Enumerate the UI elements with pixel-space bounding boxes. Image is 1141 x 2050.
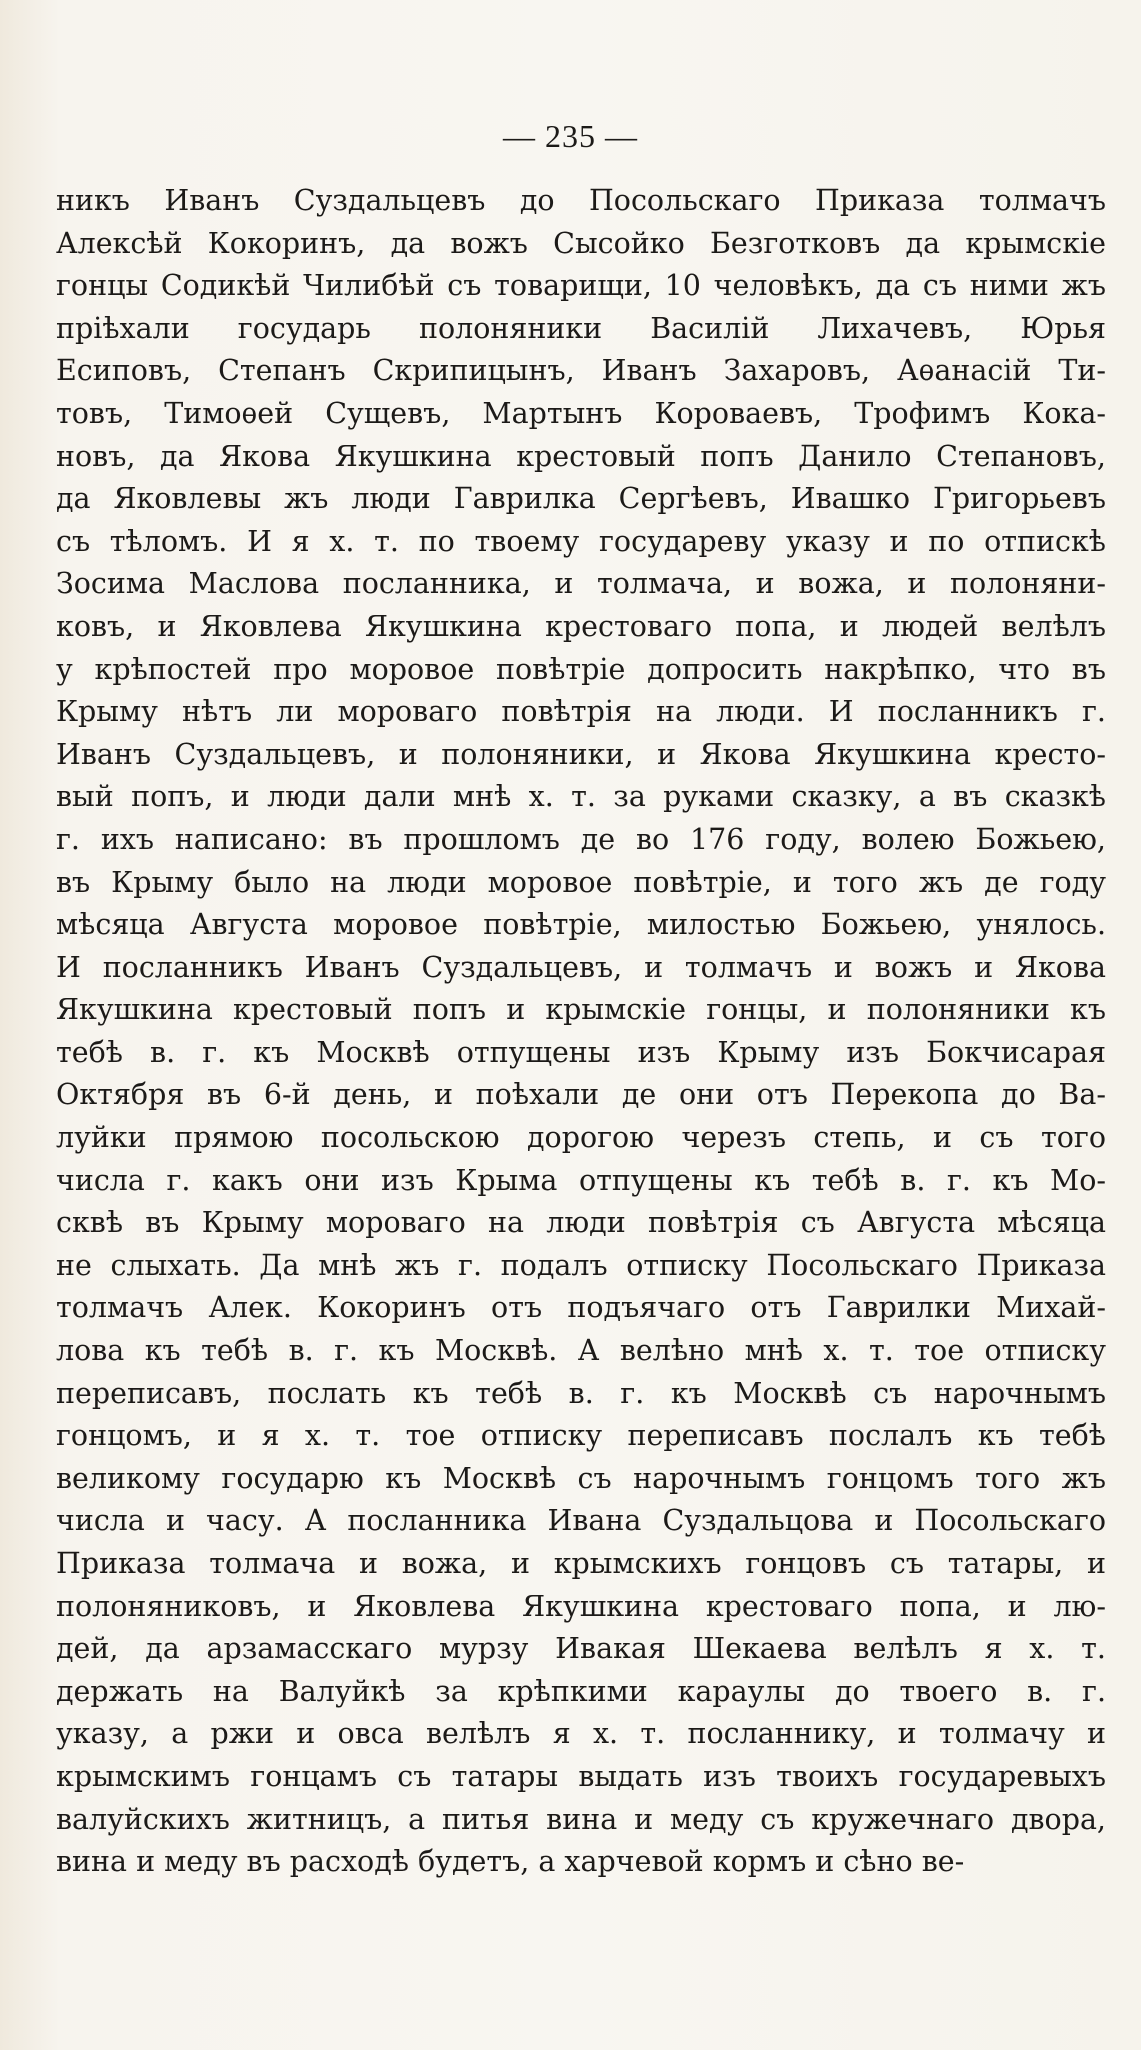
text-line: вый попъ, и люди дали мнѣ х. т. за руками сказку, а въ сказкѣ (56, 780, 1106, 814)
text-line: толмачъ Алек. Кокоринъ отъ подъячаго отъ Гаврилки Михай- (56, 1291, 1106, 1325)
text-line: числа и часу. А посланника Ивана Суздальцова и Посольскаго (56, 1504, 1106, 1538)
text-line: съ тѣломъ. И я х. т. по твоему государеву указу и по отпискѣ (56, 524, 1106, 558)
text-line: дей, да арзамасскаго мурзу Ивакая Шекаева велѣлъ я х. т. (56, 1632, 1106, 1666)
text-line: великому государю къ Москвѣ съ нарочнымъ гонцомъ того жъ (56, 1461, 1106, 1495)
text-line: Октября въ 6-й день, и поѣхали де они отъ Перекопа до Ва- (56, 1078, 1106, 1112)
text-line: тебѣ в. г. къ Москвѣ отпущены изъ Крыму изъ Бокчисарая (56, 1035, 1106, 1069)
text-line: крымскимъ гонцамъ съ татары выдать изъ твоихъ государевыхъ (56, 1759, 1106, 1793)
text-line: держать на Валуйкѣ за крѣпкими караулы до твоего в. г. (56, 1674, 1106, 1708)
text-line: Приказа толмача и вожа, и крымскихъ гонцовъ съ татары, и (56, 1547, 1106, 1580)
text-line: переписавъ, послать къ тебѣ в. г. къ Москвѣ съ нарочнымъ (56, 1376, 1106, 1410)
text-line: гонцы Содикѣй Чилибѣй съ товарищи, 10 человѣкъ, да съ ними жъ (56, 269, 1106, 303)
text-line: не слыхать. Да мнѣ жъ г. подалъ отписку Посольскаго Приказа (56, 1248, 1106, 1282)
page-number: — 235 — (503, 118, 638, 154)
text-line: Иванъ Суздальцевъ, и полоняники, и Якова Якушкина кресто- (56, 737, 1106, 771)
text-line: въ Крыму было на люди моровое повѣтріе, и того жъ де году (56, 865, 1106, 899)
text-line: вина и меду въ расходѣ будетъ, а харчевой кормъ и сѣно ве- (56, 1845, 965, 1879)
text-line: Крыму нѣтъ ли мороваго повѣтрія на люди. И посланникъ г. (56, 695, 1106, 729)
text-line: указу, а ржи и овса велѣлъ я х. т. посланнику, и толмачу и (56, 1717, 1106, 1751)
text-line: мѣсяца Августа моровое повѣтріе, милостью Божьею, унялось. (56, 908, 1106, 942)
text-line: у крѣпостей про моровое повѣтріе допросить накрѣпко, что въ (56, 652, 1106, 686)
text-line: лова къ тебѣ в. г. къ Москвѣ. А велѣно мнѣ х. т. тое отписку (56, 1334, 1106, 1368)
text-line: гонцомъ, и я х. т. тое отписку переписавъ послалъ къ тебѣ (56, 1419, 1106, 1453)
text-line: числа г. какъ они изъ Крыма отпущены къ тебѣ в. г. къ Мо- (56, 1163, 1106, 1197)
text-line: валуйскихъ житницъ, а питья вина и меду съ кружечнаго двора, (56, 1802, 1106, 1836)
text-line: сквѣ въ Крыму мороваго на люди повѣтрія съ Августа мѣсяца (56, 1206, 1106, 1240)
text-line: да Яковлевы жъ люди Гаврилка Сергѣевъ, Ивашко Григорьевъ (56, 482, 1106, 516)
text-line: полоняниковъ, и Яковлева Якушкина крестоваго попа, и лю- (56, 1589, 1106, 1623)
text-line: ковъ, и Яковлева Якушкина крестоваго попа, и людей велѣлъ (56, 609, 1106, 643)
text-line: никъ Иванъ Суздальцевъ до Посольскаго Приказа толмачъ (56, 184, 1106, 217)
text-line: Зосима Маслова посланника, и толмача, и вожа, и полоняни- (56, 567, 1106, 601)
text-line: И посланникъ Иванъ Суздальцевъ, и толмачъ и вожъ и Якова (56, 950, 1106, 984)
text-line: Алексѣй Кокоринъ, да вожъ Сысойко Безготковъ да крымскіе (56, 226, 1106, 260)
text-line: пріѣхали государь полоняники Василій Лихачевъ, Юрья (56, 311, 1106, 345)
text-line: г. ихъ написано: въ прошломъ де во 176 году, волею Божьею, (56, 822, 1106, 856)
body-text (56, 180, 1106, 1884)
text-line: Есиповъ, Степанъ Скрипицынъ, Иванъ Захаровъ, Аѳанасій Ти- (56, 354, 1106, 388)
text-line: луйки прямою посольскою дорогою черезъ степь, и съ того (56, 1121, 1106, 1155)
text-line: Якушкина крестовый попъ и крымскіе гонцы, и полоняники къ (56, 993, 1106, 1027)
text-line: новъ, да Якова Якушкина крестовый попъ Данило Степановъ, (56, 439, 1106, 473)
text-line: товъ, Тимоѳей Сущевъ, Мартынъ Короваевъ, Трофимъ Кока- (56, 396, 1106, 430)
